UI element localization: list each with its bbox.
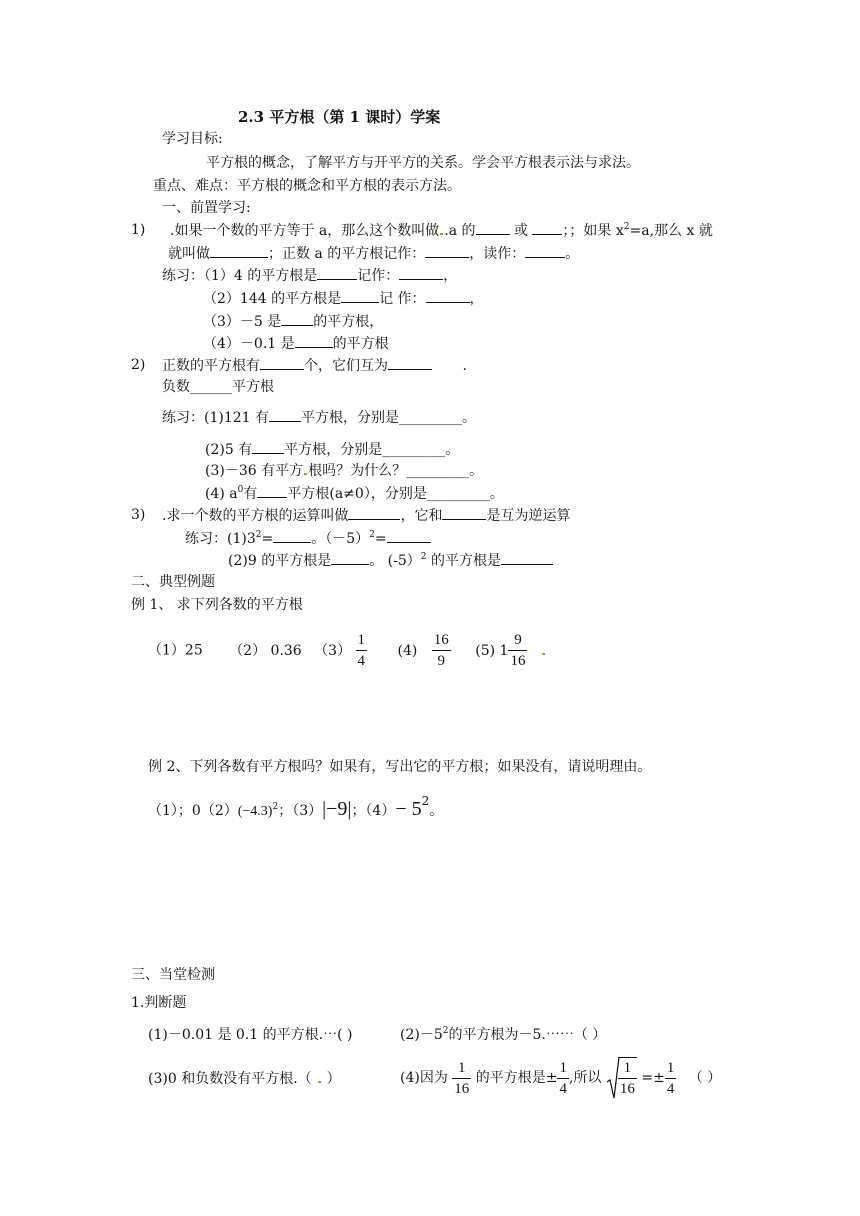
absolute-value: |−9|: [322, 798, 352, 820]
judge-q2: $(2)-5^2$的平方根为－5.⋯⋯（ ）: [400, 1026, 607, 1043]
example2-title: 例 2、下列各数有平方根吗？如果有，写出它的平方根；如果没有，请说明理由。: [148, 759, 652, 775]
item3-num: 3): [131, 507, 146, 523]
judge-q3: (3)0 和负数没有平方根.（ ）: [148, 1071, 341, 1087]
exercise3-p2: (2)9 的平方根是 。 (-5）$^2$ 的平方根是: [228, 551, 553, 570]
blank: [260, 356, 304, 370]
exercise2-p2: (2)5 有 平方根，分别是_________。: [205, 442, 460, 458]
item2-num: 2): [131, 357, 146, 373]
key-points: 重点、难点：平方根的概念和平方根的表示方法。: [153, 178, 461, 194]
mark-dot: [440, 233, 443, 235]
section3-heading: 三、当堂检测: [131, 967, 215, 983]
section3-sub: 1.判断题: [131, 995, 187, 1011]
blank: [399, 266, 443, 280]
item1-line1: .如果一个数的平方等于 a，那么这个数叫做 .a 的 或 ；；如果 $x^2=a$,那么 x 就: [170, 222, 713, 239]
judge-q1: (1)－0.01 是 0.1 的平方根.⋯( ): [148, 1027, 353, 1043]
exercise1-p1: 练习：（1）4 的平方根是 记作： ，: [162, 268, 458, 284]
item2-line1: 正数的平方根有 个，它们互为 .: [162, 358, 467, 374]
blank: [476, 221, 510, 235]
blank: [210, 244, 268, 258]
blank: [257, 484, 287, 498]
section1-heading: 一、前置学习:: [162, 200, 251, 216]
judge-q4: (4)因为 $\frac{1}{16}$ 的平方根是± $\frac{1}{4}$ ,所以 $\frac{1}{16}$ =± $\frac{1}{4}$ （ ）: [400, 1056, 721, 1100]
blank: [532, 221, 562, 235]
fraction: $\frac{9}{16}$: [510, 632, 526, 669]
exercise1-p2: （2）144 的平方根是 记 作： ，: [203, 291, 484, 307]
blank: [341, 289, 379, 303]
blank: [525, 244, 565, 258]
fraction: $\frac{16}{9}$: [433, 632, 449, 669]
item1-line2: 就叫做 ；正数 a 的平方根记作： ，读作： 。: [168, 246, 580, 262]
page-title: 2.3 平方根（第 1 课时）学案: [238, 108, 441, 126]
mark-dot: [304, 473, 307, 475]
objectives-label: 学习目标:: [162, 131, 223, 147]
section2-heading: 二、典型例题: [131, 574, 215, 590]
exercise1-p3: （3）－5 是 的平方根，: [203, 314, 384, 330]
blank: [348, 506, 400, 520]
item1-num: 1): [131, 222, 146, 238]
fraction: $\frac{1}{16}$: [454, 1059, 470, 1097]
exercise2-p3: (3)－36 有平方 根吗？为什么？_________。: [205, 463, 484, 479]
blank: [295, 334, 333, 348]
blank: [331, 551, 369, 565]
exercise2-p1: 练习：(1)121 有 平方根，分别是_________。: [162, 410, 477, 426]
blank: [425, 244, 469, 258]
blank: [387, 529, 431, 543]
mark-dot: [318, 1081, 321, 1083]
blank: [281, 312, 313, 326]
fraction: $\frac{1}{4}$: [666, 1059, 675, 1097]
blank: [317, 266, 357, 280]
fraction: $\frac{1}{4}$: [357, 632, 366, 669]
item3-line: .求一个数的平方根的运算叫做 ，它和 是互为逆运算: [162, 508, 571, 524]
exercise2-p4: (4) $a^0$有 平方根(a≠0），分别是_________。: [205, 485, 504, 502]
blank: [426, 289, 470, 303]
example1-title: 例 1、 求下列各数的平方根: [131, 597, 303, 613]
item2-negative: 负数______平方根: [162, 379, 274, 395]
blank: [442, 506, 486, 520]
blank: [252, 440, 284, 454]
exercise3-p1: 练习：$(1)3^2=$ 。$(-5)^2=$: [185, 529, 431, 548]
example1-items: （1）25 （2） 0.36 （3） $\frac{1}{4}$ (4) $\frac{16}{9}$ (5) 1 $\frac{9}{16}$: [148, 630, 546, 671]
blank: [273, 529, 311, 543]
blank: [501, 551, 553, 565]
exercise1-p4: （4）－0.1 是 的平方根: [203, 336, 389, 352]
example2-items: （1）；$0(2)(-4.3)^2$；（3）|−9|；$(4)- 5^2$。: [148, 794, 444, 820]
blank: [388, 356, 432, 370]
blank: [269, 408, 301, 422]
objectives-content: 平方根的概念，了解平方与开平方的关系。学会平方根表示法与求法。: [206, 155, 640, 171]
fraction: $\frac{1}{16}$: [618, 1057, 637, 1099]
mark-dot: [542, 653, 545, 655]
fraction: $\frac{1}{4}$: [559, 1059, 567, 1097]
